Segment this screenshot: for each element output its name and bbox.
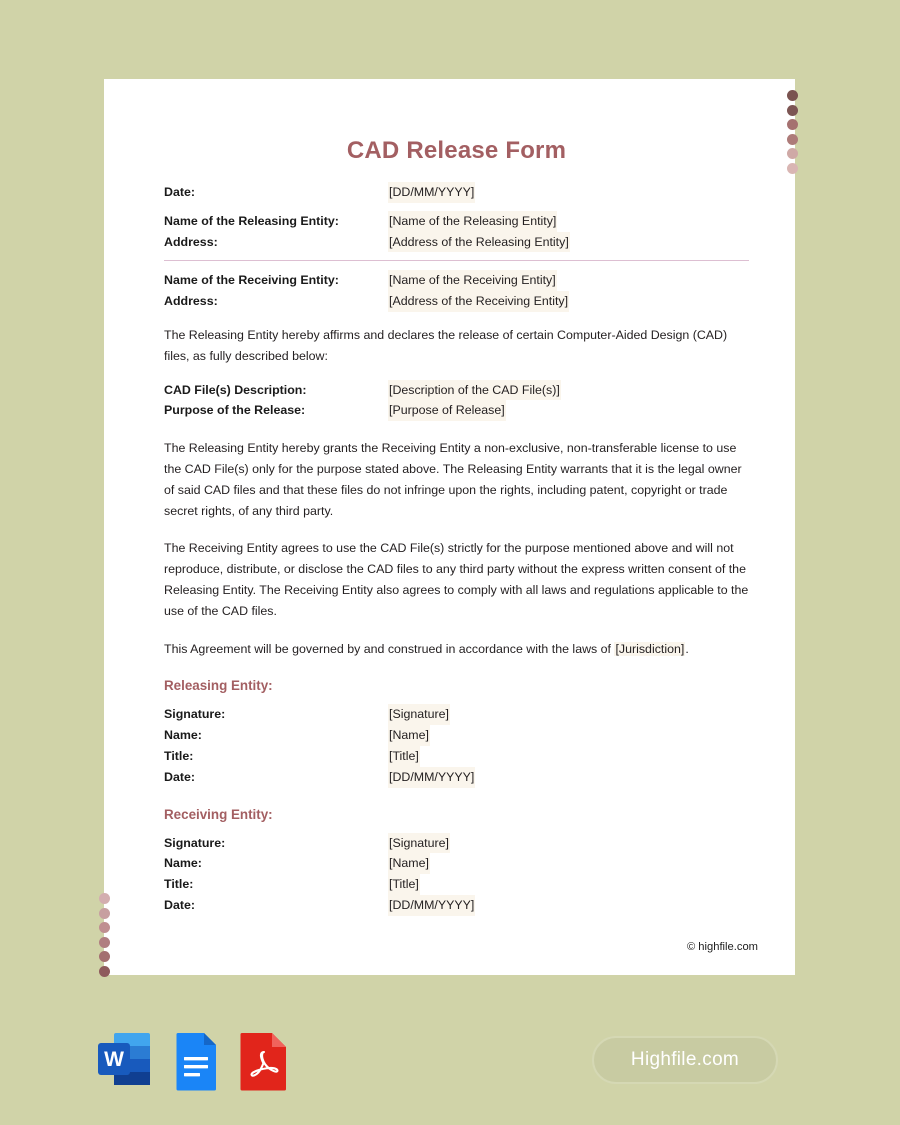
- receiving-entity-signature-block: [164, 805, 749, 916]
- field-row: [164, 746, 749, 767]
- field-value[interactable]: [Address of the Releasing Entity]: [388, 232, 570, 253]
- releasing-entity-signature-block: [164, 676, 749, 787]
- receiving-entity-heading: Receiving Entity:: [164, 806, 273, 822]
- field-label: Signature:: [164, 835, 226, 850]
- field-label: CAD File(s) Description:: [164, 382, 307, 397]
- decorative-dot: [99, 951, 110, 962]
- field-label: Date:: [164, 185, 195, 199]
- field-row: [164, 380, 749, 401]
- field-value[interactable]: [Address of the Receiving Entity]: [388, 291, 569, 312]
- decorative-dot: [787, 163, 798, 174]
- field-label: Title:: [164, 748, 194, 763]
- field-row: [164, 853, 749, 874]
- pdf-icon[interactable]: [234, 1029, 296, 1093]
- field-row: [164, 211, 749, 232]
- highfile-brand-button[interactable]: [592, 1036, 778, 1084]
- receiving-entity-details: [164, 270, 749, 312]
- field-label: Signature:: [164, 707, 226, 722]
- field-row: [164, 895, 749, 916]
- field-row: [164, 232, 749, 253]
- word-icon[interactable]: [94, 1029, 156, 1093]
- intro-paragraph: The Releasing Entity hereby affirms and declares the release of certain Computer-Aided Design (CAD) files, as fully described below:: [164, 327, 728, 363]
- document-body: [164, 79, 749, 916]
- decorative-dot: [787, 119, 798, 130]
- license-paragraph: The Releasing Entity hereby grants the Receiving Entity a non-exclusive, non-transferable license to use the CAD File(s) only for the purpose stated above. The Releasing Entity warrants that it is the legal owner of said CAD files and that these files do not infringe upon the rights, including patent, copyright or trade secret rights, of any third party.: [164, 441, 742, 518]
- cad-file-details: [164, 380, 749, 422]
- field-row: [164, 767, 749, 788]
- copyright-footer: © highfile.com: [686, 941, 758, 953]
- field-label: Name of the Releasing Entity:: [164, 213, 339, 228]
- obligations-paragraph: The Receiving Entity agrees to use the CAD File(s) strictly for the purpose mentioned above and will not reproduce, distribute, or disclose the CAD files to any third party without the express written consent of the Releasing Entity. The Receiving Entity also agrees to comply with all laws and regulations applicable to the use of the CAD files.: [164, 541, 749, 618]
- jurisdiction-placeholder[interactable]: [Jurisdiction]: [615, 641, 685, 656]
- decorative-dot: [787, 105, 798, 116]
- field-value[interactable]: [Title]: [388, 874, 420, 895]
- field-label: Date:: [164, 769, 195, 784]
- google-docs-icon[interactable]: [164, 1029, 226, 1093]
- governing-law-suffix: .: [685, 641, 689, 656]
- field-row: [164, 874, 749, 895]
- field-label: Name:: [164, 856, 202, 871]
- field-value[interactable]: [Name]: [388, 853, 430, 874]
- decorative-dot: [99, 966, 110, 977]
- highfile-brand-label: Highfile.com: [630, 1049, 740, 1070]
- field-value[interactable]: [Signature]: [388, 833, 450, 854]
- field-value[interactable]: [Description of the CAD File(s)]: [388, 380, 561, 401]
- field-row: [164, 270, 749, 291]
- field-value[interactable]: [DD/MM/YYYY]: [388, 895, 475, 916]
- field-label: Name of the Receiving Entity:: [164, 273, 339, 288]
- governing-law-paragraph: [164, 639, 749, 660]
- decorative-dots-top-right: [787, 90, 799, 177]
- decorative-dot: [99, 893, 110, 904]
- svg-text:W: W: [104, 1048, 124, 1071]
- field-label: Name:: [164, 728, 202, 743]
- field-row: [164, 833, 749, 854]
- field-value[interactable]: [Purpose of Release]: [388, 400, 506, 421]
- field-label: Address:: [164, 294, 218, 309]
- field-label: Date:: [164, 897, 195, 912]
- field-row: [164, 725, 749, 746]
- field-value[interactable]: [Title]: [388, 746, 420, 767]
- field-value[interactable]: [DD/MM/YYYY]: [388, 182, 475, 203]
- releasing-entity-heading: Releasing Entity:: [164, 678, 273, 694]
- decorative-dot: [99, 937, 110, 948]
- field-value[interactable]: [Name of the Releasing Entity]: [388, 211, 557, 232]
- field-value[interactable]: [DD/MM/YYYY]: [388, 767, 475, 788]
- field-row: [164, 704, 749, 725]
- decorative-dot: [787, 90, 798, 101]
- field-value[interactable]: [Signature]: [388, 704, 450, 725]
- decorative-dots-bottom-left: [99, 893, 111, 980]
- field-value[interactable]: [Name of the Receiving Entity]: [388, 270, 557, 291]
- field-row: [164, 400, 749, 421]
- field-row: [164, 291, 749, 312]
- decorative-dot: [99, 922, 110, 933]
- releasing-entity-details: [164, 182, 749, 252]
- field-row: [164, 182, 749, 203]
- field-label: Purpose of the Release:: [164, 403, 306, 418]
- section-divider: [164, 260, 749, 261]
- field-label: Address:: [164, 234, 218, 249]
- field-value[interactable]: [Name]: [388, 725, 430, 746]
- governing-law-prefix: This Agreement will be governed by and construed in accordance with the laws of: [164, 641, 615, 656]
- decorative-dot: [787, 148, 798, 159]
- format-icons-group: [94, 1029, 296, 1093]
- document-page: [104, 79, 795, 975]
- page-title: CAD Release Form: [346, 137, 567, 164]
- field-label: Title:: [164, 877, 194, 892]
- decorative-dot: [787, 134, 798, 145]
- decorative-dot: [99, 908, 110, 919]
